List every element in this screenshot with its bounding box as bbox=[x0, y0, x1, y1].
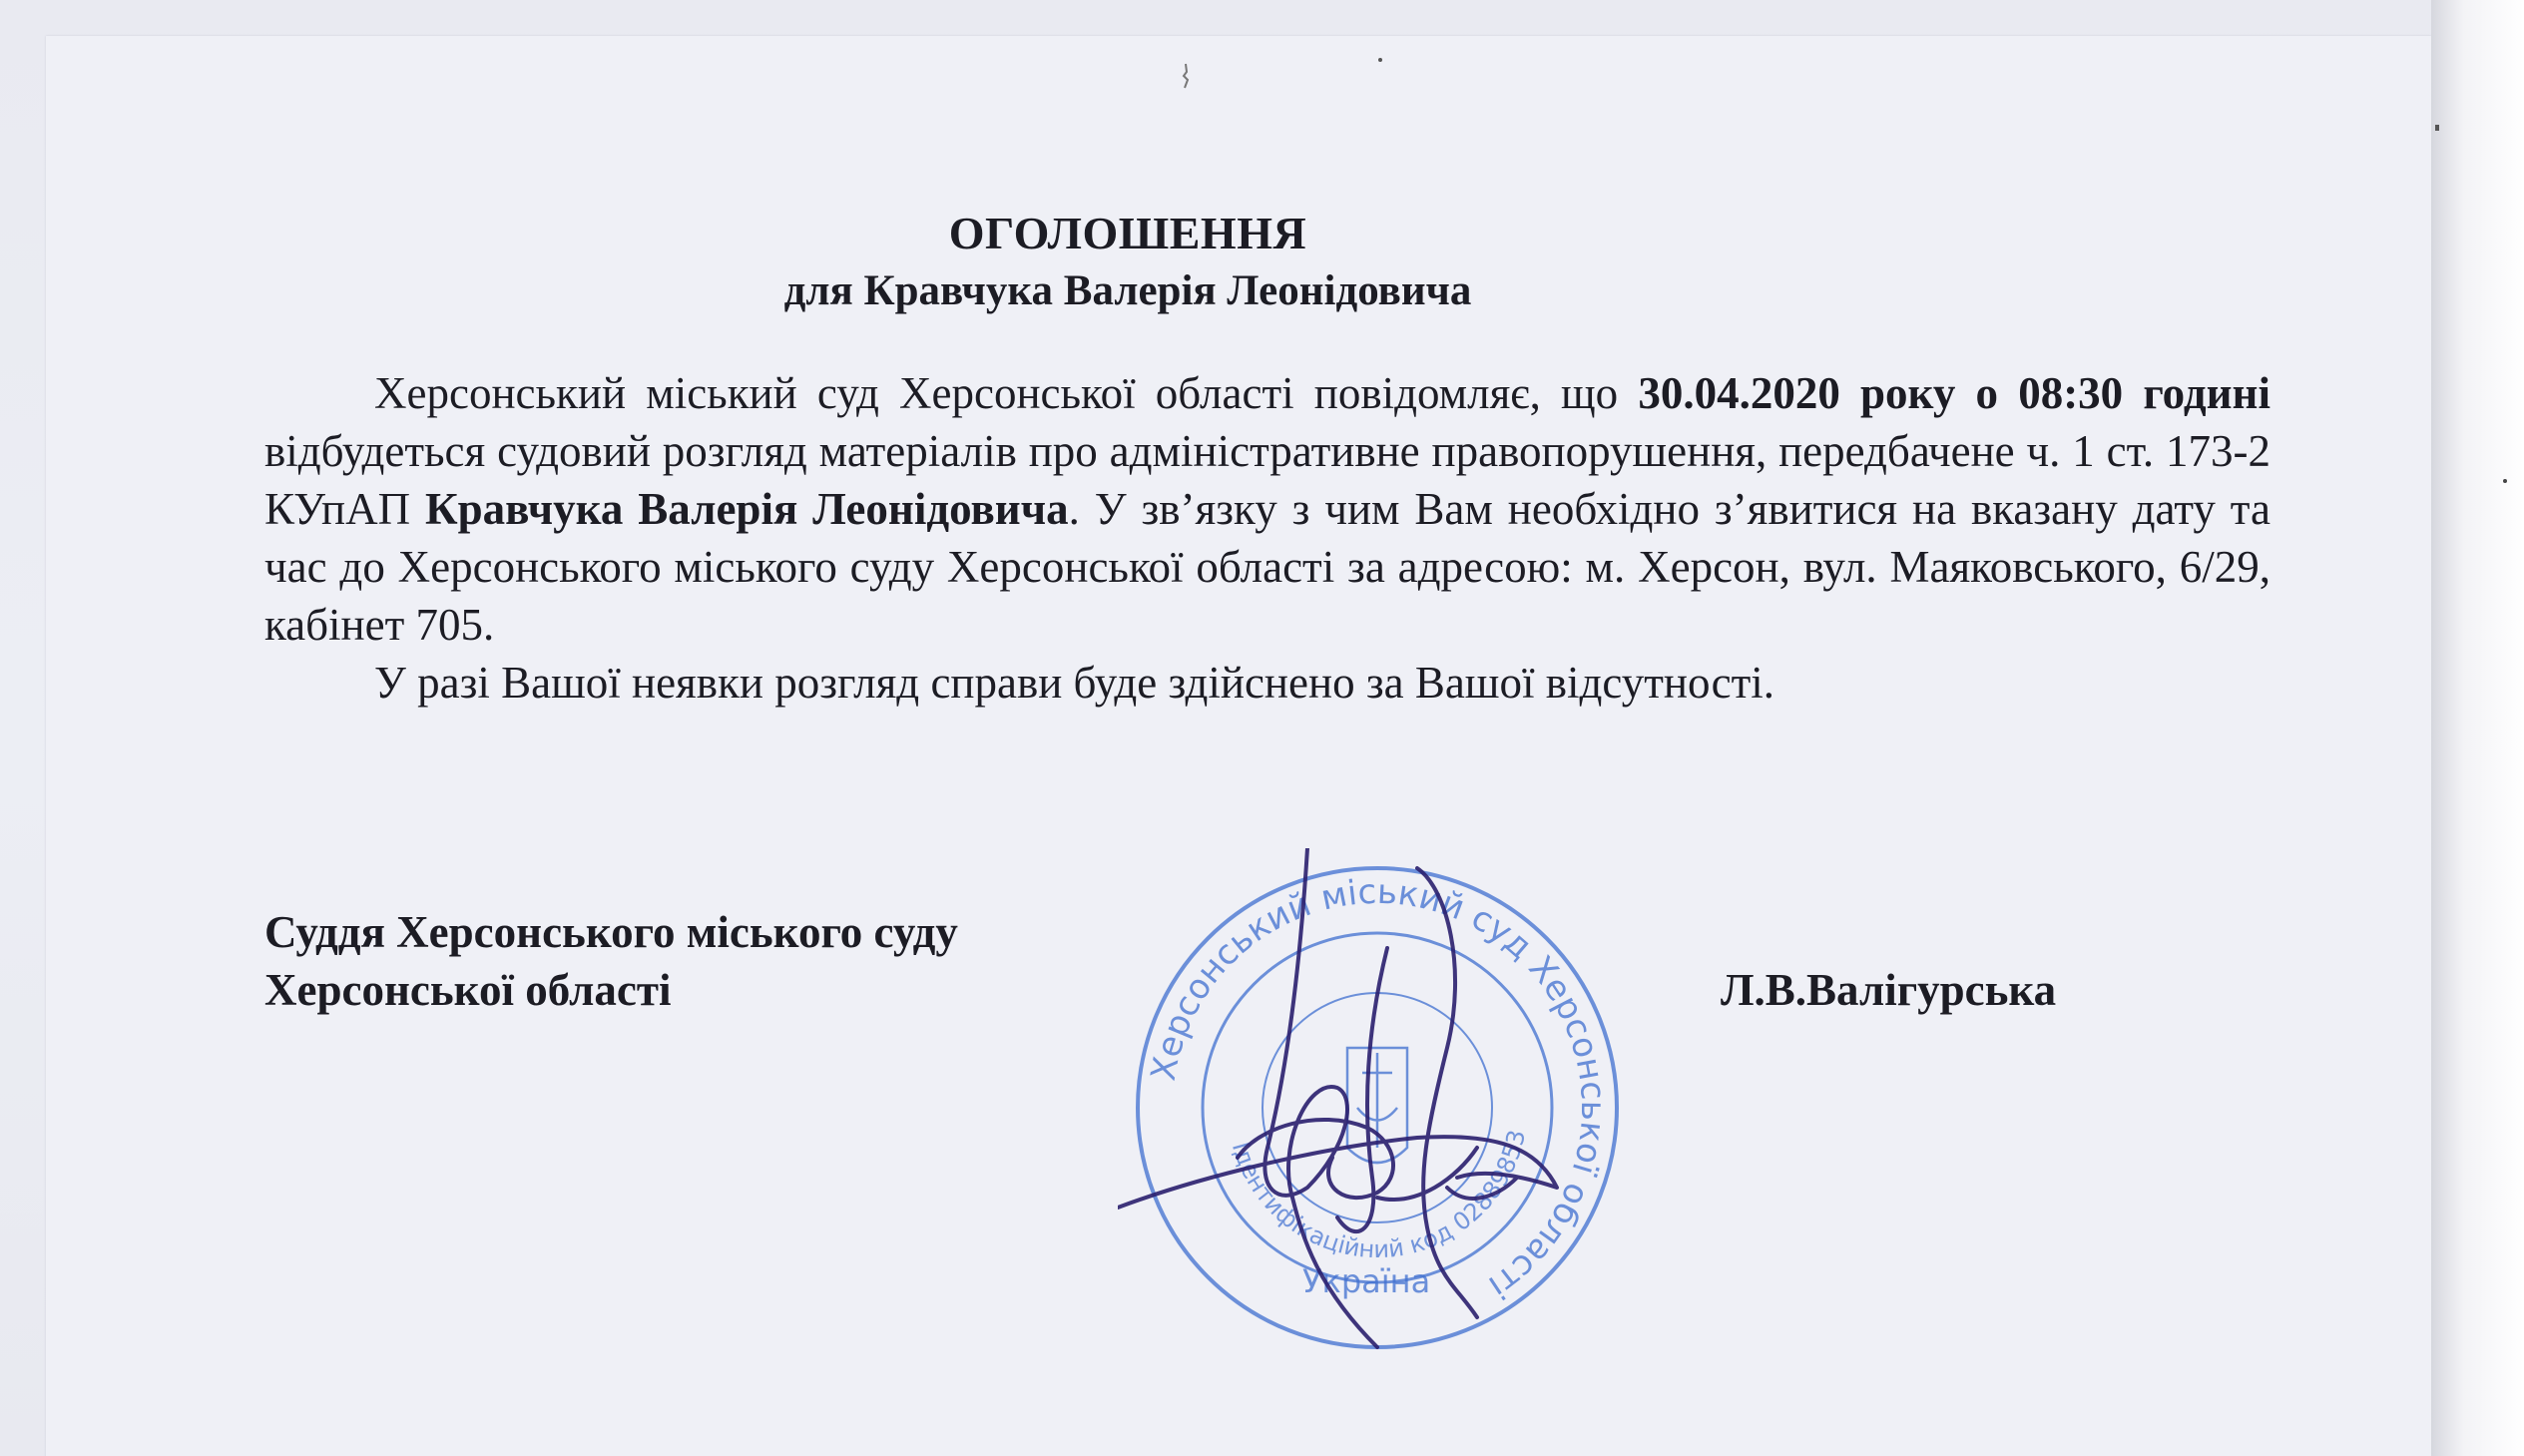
paragraph-hearing bbox=[264, 364, 2271, 654]
paragraph-text: відбудеться судовий розгляд матеріалів про адміністративне правопорушення, передбачене ч. 1 ст. 173-2 КУпАП bbox=[264, 426, 2271, 534]
paragraph-text: . У зв’язку з чим Вам необхідно з’явитися на вказану дату та час до Херсонського міського суду Херсонської області за адресою: м. Херсон, вул. Маяковського, 6/29, кабінет 705. bbox=[264, 484, 2271, 650]
document-subtitle: для Кравчука Валерія Леонідовича bbox=[783, 267, 1472, 314]
document-body bbox=[264, 364, 2271, 712]
court-seal bbox=[1118, 848, 1637, 1367]
hearing-datetime: 30.04.2020 року о 08:30 годині bbox=[1638, 368, 2271, 418]
paragraph-absence: У разі Вашої неявки розгляд справи буде здійснено за Вашої відсутності. bbox=[374, 658, 1774, 708]
seal-country: Україна bbox=[1302, 1262, 1431, 1300]
paragraph-text: Херсонський міський суд Херсонської області повідомляє, що bbox=[374, 368, 1639, 418]
seal-outer-text: Херсонський міський суд Херсонської області bbox=[1143, 871, 1614, 1307]
judge-position-line: Херсонської області bbox=[264, 965, 672, 1015]
scan-speck bbox=[1181, 62, 1191, 90]
judge-position bbox=[264, 903, 958, 1019]
judge-position-line: Суддя Херсонського міського суду bbox=[264, 907, 958, 957]
announcement-text bbox=[264, 205, 2271, 712]
document-title: ОГОЛОШЕННЯ bbox=[948, 208, 1307, 258]
person-name: Кравчука Валерія Леонідовича bbox=[425, 484, 1069, 534]
seal-inner-text: Ідентифікаційний код 02889853 bbox=[1226, 1127, 1532, 1264]
scan-speck bbox=[1378, 58, 1382, 62]
scan-speck bbox=[2503, 479, 2507, 483]
judge-name: Л.В.Валігурська bbox=[1721, 965, 2057, 1015]
scan-speck bbox=[2435, 125, 2439, 131]
scanner-edge bbox=[2431, 0, 2524, 1456]
